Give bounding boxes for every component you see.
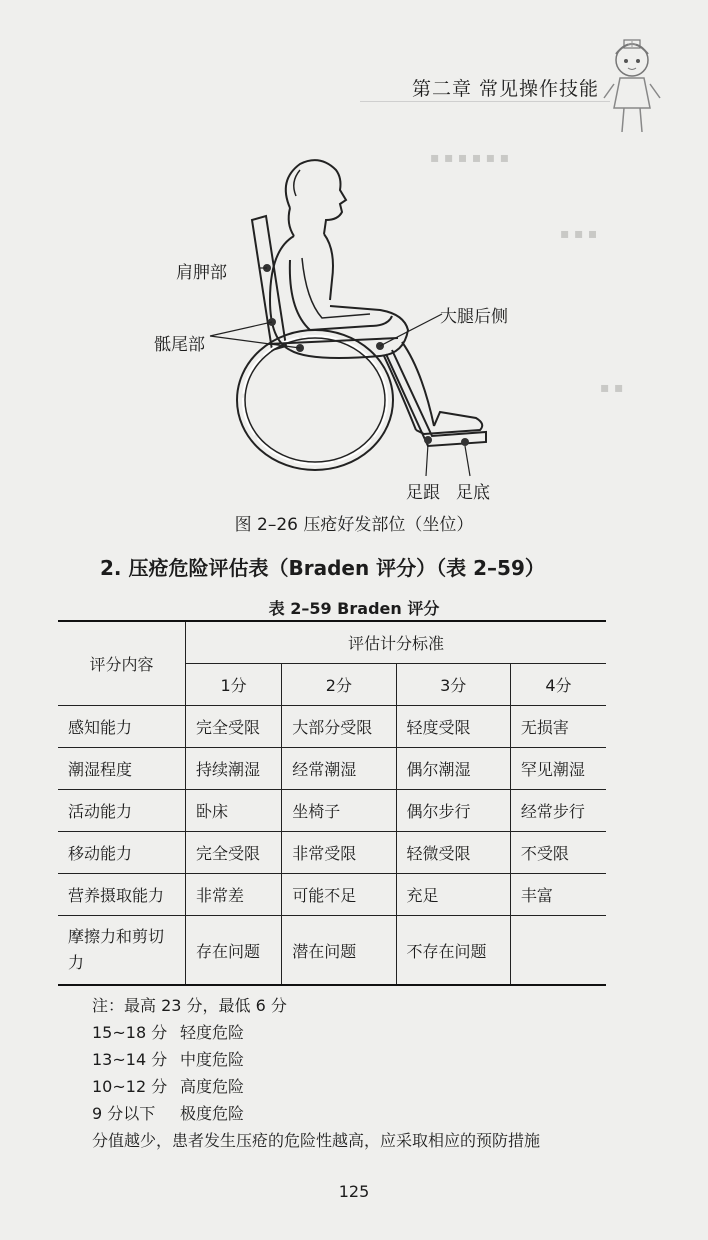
note-level: [92, 1046, 540, 1073]
header-score: 4分: [510, 664, 606, 706]
note-score-range: 15~18 分: [92, 1023, 168, 1042]
header-group: 评估计分标准: [186, 621, 607, 664]
table-cell: 不受限: [510, 832, 606, 874]
table-cell: 非常差: [186, 874, 282, 916]
table-cell: 大部分受限: [282, 706, 396, 748]
row-item: 移动能力: [58, 832, 186, 874]
row-item: 活动能力: [58, 790, 186, 832]
table-row: [58, 832, 606, 874]
table-header-row: [58, 621, 606, 664]
note-level-text: 高度危险: [180, 1077, 245, 1096]
table-cell: 潜在问题: [282, 916, 396, 986]
table-cell: 不存在问题: [396, 916, 510, 986]
table-cell: 完全受限: [186, 832, 282, 874]
table-cell: 轻微受限: [396, 832, 510, 874]
bleed-through-text: ▪ ▪ ▪: [560, 226, 598, 242]
note-level: [92, 1100, 540, 1127]
bleed-through-text: ▪ ▪ ▪ ▪ ▪ ▪: [430, 150, 510, 166]
table-caption: 表 2–59 Braden 评分: [268, 599, 440, 618]
label-shoulder: 肩胛部: [176, 263, 227, 283]
note-level-text: 中度危险: [180, 1050, 245, 1069]
table-cell: 完全受限: [186, 706, 282, 748]
table-cell: 卧床: [186, 790, 282, 832]
label-sole: 足底: [456, 483, 490, 503]
table-row: [58, 916, 606, 986]
note-score-range: 9 分以下: [92, 1104, 156, 1123]
note-level-text: 轻度危险: [180, 1023, 245, 1042]
header-rule: [360, 101, 610, 102]
note-summary: 分值越少，患者发生压疮的危险性越高，应采取相应的预防措施: [92, 1131, 541, 1150]
section-title: 2. 压疮危险评估表（Braden 评分）（表 2–59）: [100, 556, 545, 580]
nurse-mascot-icon: [598, 28, 668, 138]
header-score: 2分: [282, 664, 396, 706]
label-coccyx: 骶尾部: [154, 335, 205, 355]
label-heel: 足跟: [406, 483, 440, 503]
header-score: 1分: [186, 664, 282, 706]
chapter-header: 第二章 常见操作技能: [412, 78, 600, 100]
table-cell: 非常受限: [282, 832, 396, 874]
bleed-through-text: ▪ ▪: [600, 380, 624, 396]
table-row: [58, 706, 606, 748]
table-cell: 可能不足: [282, 874, 396, 916]
header-score: 3分: [396, 664, 510, 706]
table-cell: 持续潮湿: [186, 748, 282, 790]
table-cell: 经常潮湿: [282, 748, 396, 790]
table-cell: 偶尔潮湿: [396, 748, 510, 790]
braden-score-table: [58, 620, 606, 986]
note-level-text: 极度危险: [180, 1104, 245, 1123]
note-score-range: 10~12 分: [92, 1077, 168, 1096]
row-item: 摩擦力和剪切力: [58, 916, 186, 986]
page-number: 125: [338, 1182, 370, 1201]
table-cell: 充足: [396, 874, 510, 916]
row-item: 潮湿程度: [58, 748, 186, 790]
figure-caption: 图 2–26 压疮好发部位（坐位）: [234, 515, 474, 535]
note-score-range: 13~14 分: [92, 1050, 168, 1069]
table-notes: [92, 992, 540, 1154]
table-row: [58, 790, 606, 832]
label-thigh: 大腿后侧: [440, 307, 508, 327]
header-item: 评分内容: [58, 621, 186, 706]
table-row: [58, 874, 606, 916]
note-level: [92, 1073, 540, 1100]
table-cell: 无损害: [510, 706, 606, 748]
table-row: [58, 748, 606, 790]
note-range-line: 注：最高 23 分，最低 6 分: [92, 996, 287, 1015]
table-cell: 罕见潮湿: [510, 748, 606, 790]
table-cell: 丰富: [510, 874, 606, 916]
table-cell: 坐椅子: [282, 790, 396, 832]
note-level: [92, 1019, 540, 1046]
table-cell: 轻度受限: [396, 706, 510, 748]
row-item: 营养摄取能力: [58, 874, 186, 916]
table-cell: 偶尔步行: [396, 790, 510, 832]
table-cell: 存在问题: [186, 916, 282, 986]
table-cell: 经常步行: [510, 790, 606, 832]
row-item: 感知能力: [58, 706, 186, 748]
table-cell: [510, 916, 606, 986]
